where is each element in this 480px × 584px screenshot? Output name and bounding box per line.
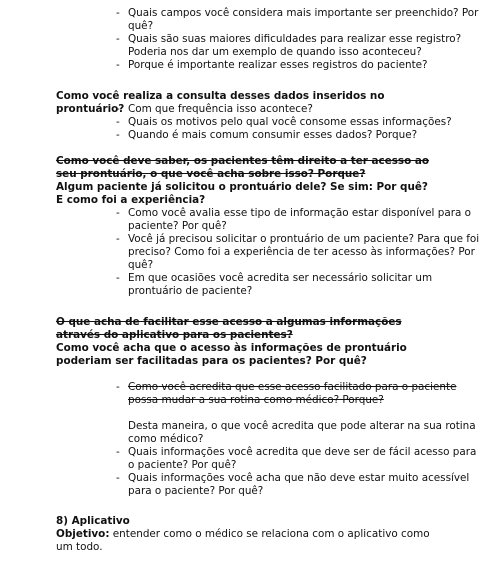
list-item-continuation: Desta maneira, o que você acredita que pode alterar na sua rotina como médico?	[128, 420, 476, 445]
list-item: - Quais são suas maiores dificuldades para realizar esse registro? Poderia nos dar um exemplo de quando isso aconteceu?	[102, 33, 480, 59]
spacer	[102, 407, 480, 420]
list-item: - Você já precisou solicitar o prontuário de um paciente? Para que foi preciso? Como foi a experiência de ter acesso às informações? Por quê?	[102, 233, 480, 272]
section-heading-consulta: Como você realiza a consulta desses dados inseridos no prontuário?	[56, 90, 385, 115]
objective-text: entender como o médico se relaciona com o aplicativo como um todo.	[56, 528, 430, 553]
struck-heading-direito: Como você deve saber, os pacientes têm direito a ter acesso ao seu prontuário, o que você acha sobre isso? Porque?	[56, 155, 430, 180]
list-item: - Quando é mais comum consumir esses dados? Porque?	[102, 129, 480, 142]
section-heading-solicitou: Algum paciente já solicitou o prontuário dele? Se sim: Por quê? E como foi a experiência?	[56, 181, 428, 206]
list-item: - Quais informações você acredita que deve ser de fácil acesso para o paciente? Por quê?	[102, 446, 480, 472]
question-list-facilitadas	[62, 381, 480, 498]
section-title-aplicativo: 8) Aplicativo	[56, 515, 130, 527]
list-item: - Quais campos você considera mais importante ser preenchido? Por quê?	[102, 7, 480, 33]
question-list-consulta	[62, 103, 480, 142]
objective-label: Objetivo:	[56, 528, 110, 540]
list-item: - Como você avalia esse tipo de informação estar disponível para o paciente? Por quê?	[102, 207, 480, 233]
list-item: - Em que ocasiões você acredita ser necessário solicitar um prontuário de paciente?	[102, 272, 480, 298]
list-item: - Porque é importante realizar esses registros do paciente?	[102, 59, 480, 72]
section-heading-facilitadas: Como você acha que o acesso às informações de prontuário poderiam ser facilitadas para os pacientes? Por quê?	[56, 342, 407, 367]
list-item: - Quais informações você acha que não deve estar muito acessível para o paciente? Por quê?	[102, 472, 480, 498]
struck-list-item: - Como você acredita que esse acesso facilitado para o paciente possa mudar a sua rotina como médico? Porque?	[102, 381, 480, 407]
list-item: - Com que frequência isso acontece?	[102, 103, 480, 116]
question-list-solicitou	[62, 207, 480, 298]
objective-paragraph	[56, 528, 436, 554]
question-list-registro	[62, 7, 480, 72]
list-item: - Quais os motivos pelo qual você consome essas informações?	[102, 116, 480, 129]
struck-heading-facilitar: O que acha de facilitar esse acesso a algumas informações através do aplicativo para os pacientes?	[56, 316, 402, 341]
